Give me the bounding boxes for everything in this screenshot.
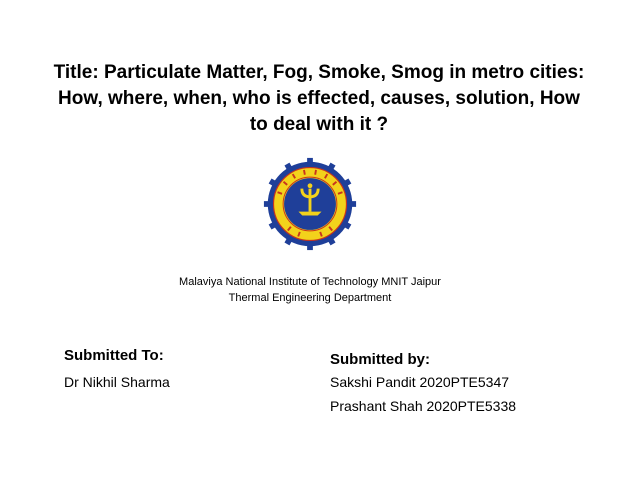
title-line: to deal with it ?	[249, 114, 389, 135]
submitted-by-block	[330, 350, 516, 418]
institute-seal-logo	[262, 156, 358, 252]
institution-block	[150, 274, 470, 306]
submitted-by-heading: Submitted by:	[330, 351, 430, 368]
supervisor-name: Dr Nikhil Sharma	[64, 374, 170, 390]
member-name: Sakshi Pandit 2020PTE5347	[330, 374, 510, 390]
slide-title	[40, 60, 598, 138]
title-line: How, where, when, who is effected, causes, solution, How	[58, 88, 580, 109]
submitted-to-heading: Submitted To:	[64, 347, 164, 364]
title-line: Title: Particulate Matter, Fog, Smoke, Smog in metro cities:	[53, 62, 585, 83]
department-name: Thermal Engineering Department	[228, 292, 392, 304]
submitted-to-block	[64, 346, 170, 394]
member-name: Prashant Shah 2020PTE5338	[330, 398, 517, 414]
institution-name: Malaviya National Institute of Technology MNIT Jaipur	[179, 276, 441, 288]
